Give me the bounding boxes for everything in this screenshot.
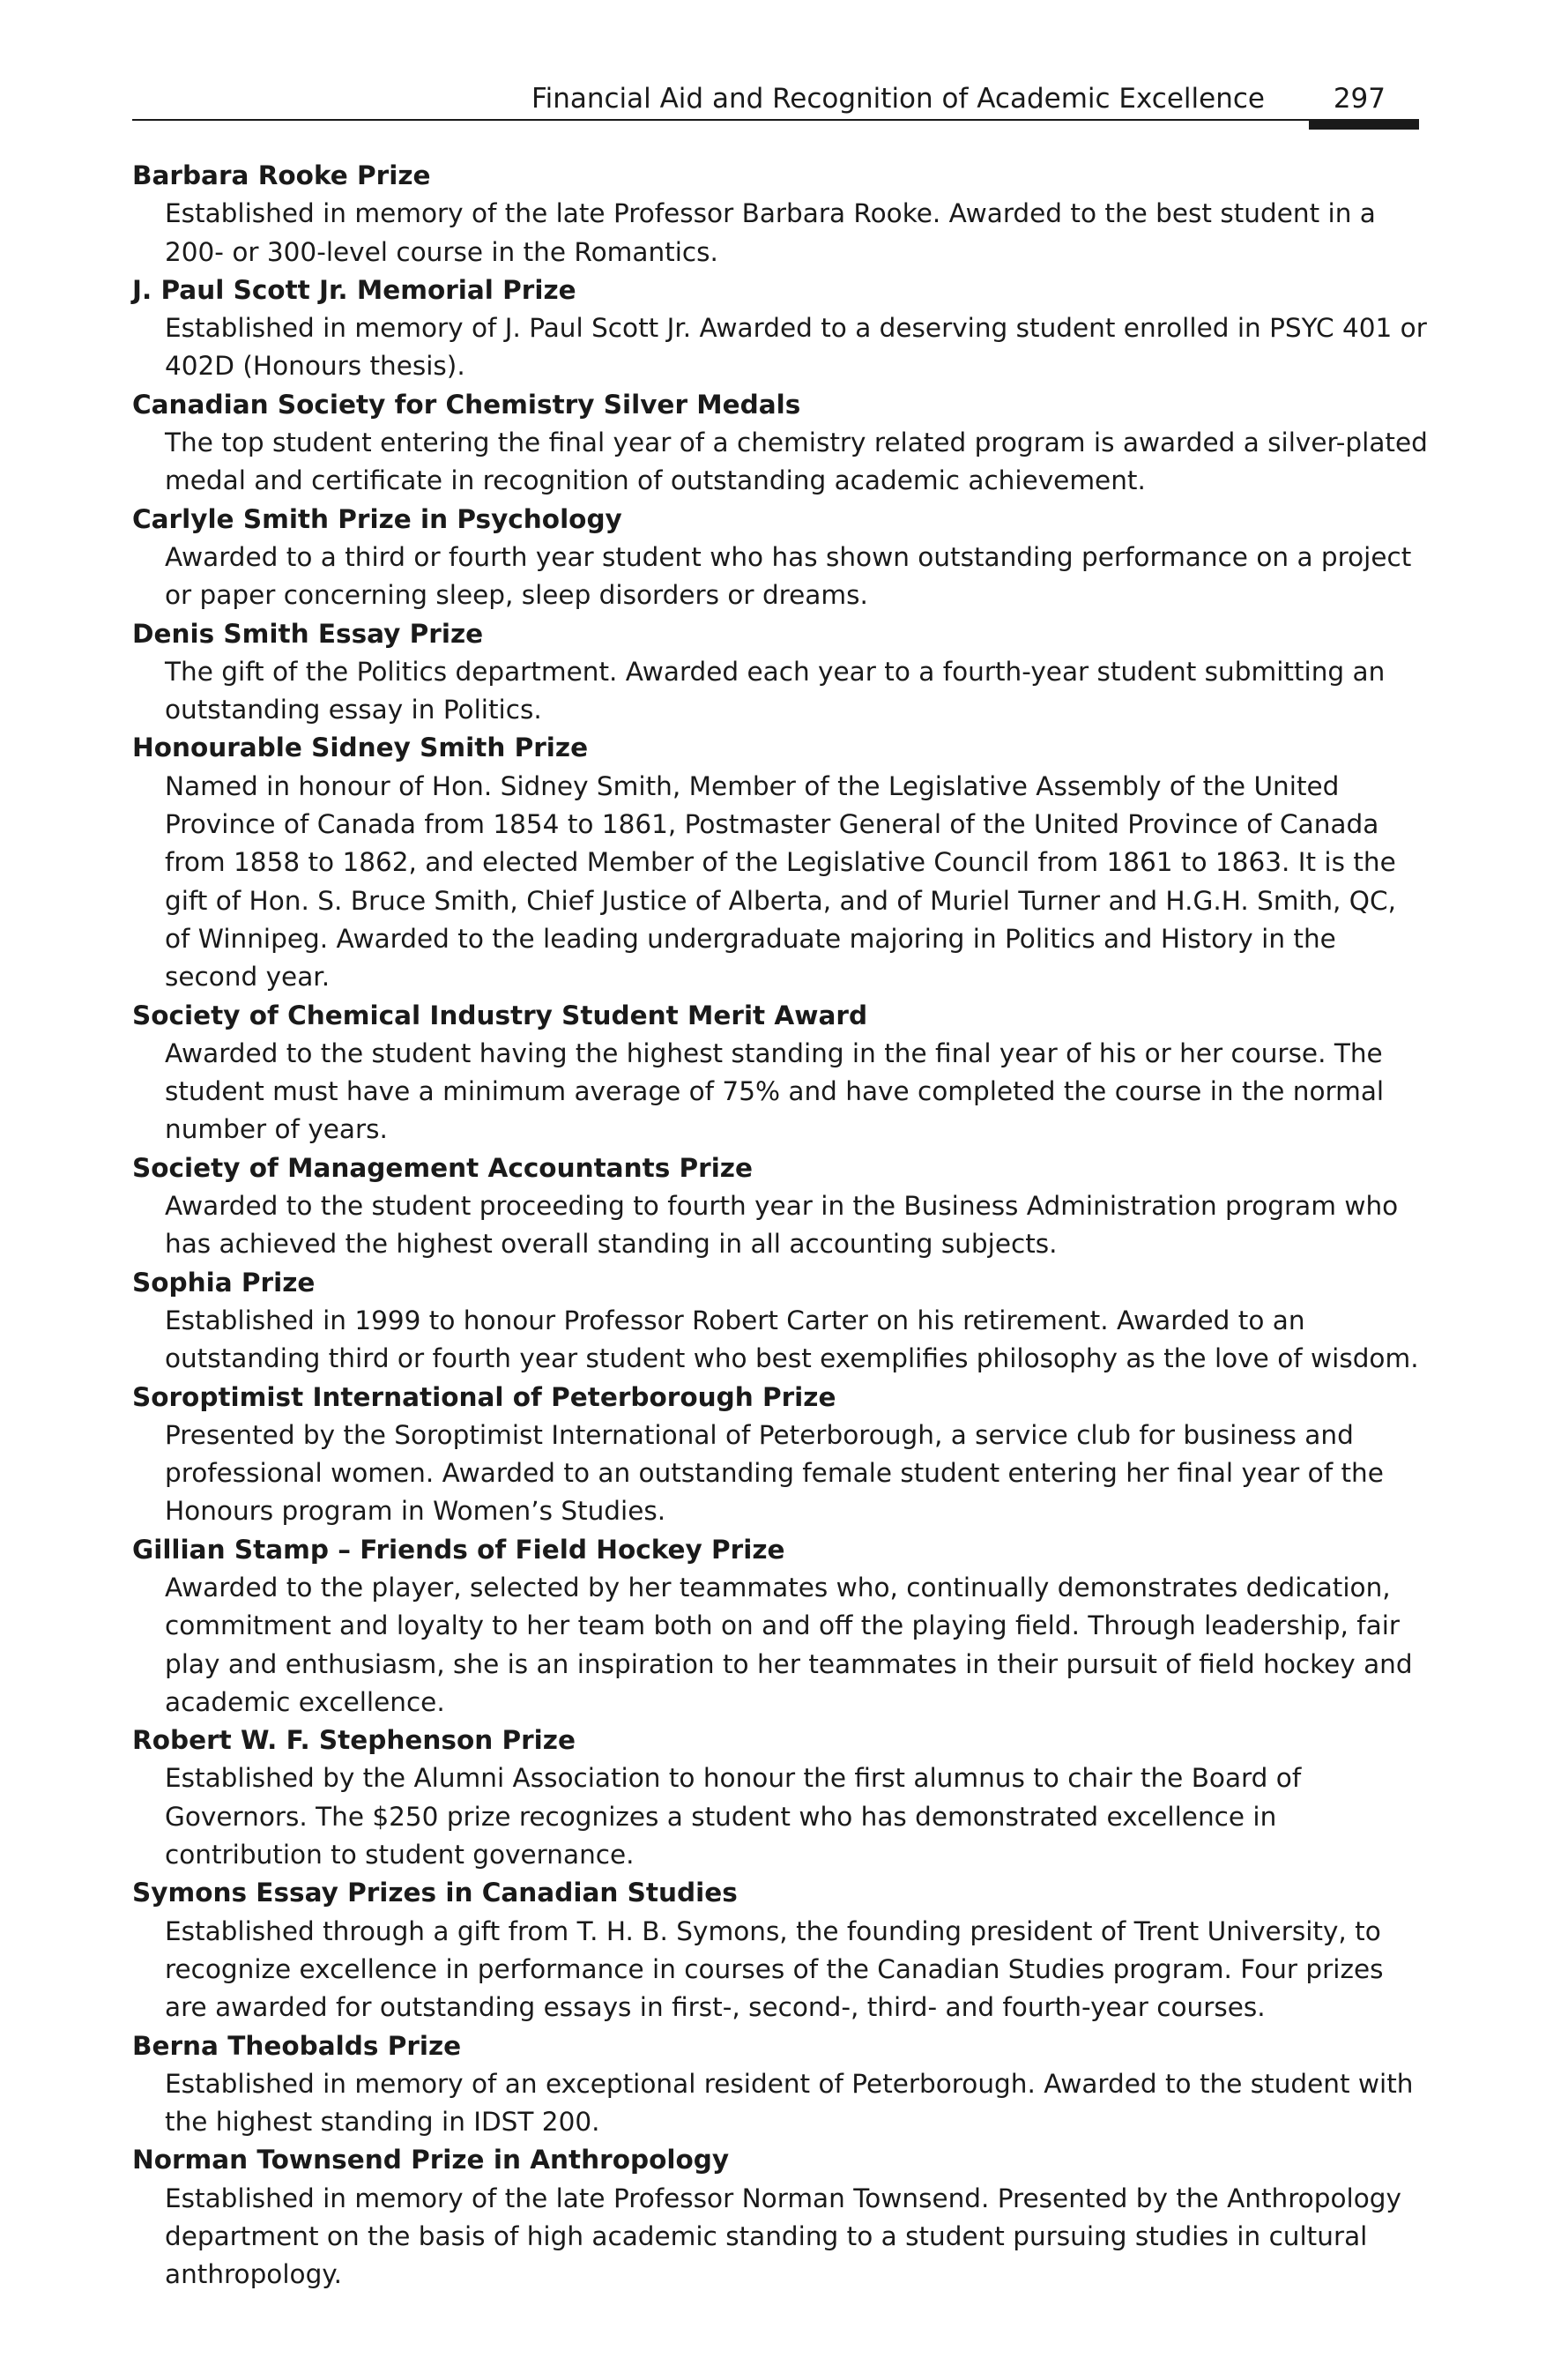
award-title: Symons Essay Prizes in Canadian Studies <box>132 1878 738 1908</box>
award-entry <box>132 1531 1428 1722</box>
award-entry <box>132 1874 1428 2027</box>
award-description: Established in memory of J. Paul Scott Jr. Awarded to a deserving student enrolled in PSYC 401 or 402D (Honours thesis). <box>165 313 1427 382</box>
award-entry <box>132 1264 1428 1379</box>
award-entry <box>132 2027 1428 2142</box>
award-title: Robert W. F. Stephenson Prize <box>132 1725 576 1756</box>
award-description: Established by the Alumni Association to honour the first alumnus to chair the Board of Governors. The $250 prize recognizes a student who has demonstrated excellence in contribution to student governance. <box>165 1763 1302 1871</box>
award-entry <box>132 1149 1428 1264</box>
award-title: Society of Management Accountants Prize <box>132 1152 753 1183</box>
award-title: Barbara Rooke Prize <box>132 160 431 190</box>
award-description: Awarded to the student proceeding to fourth year in the Business Administration program who has achieved the highest overall standing in all accounting subjects. <box>165 1191 1399 1260</box>
page-number: 297 <box>1333 83 1386 115</box>
award-entry <box>132 997 1428 1149</box>
header-rule <box>132 119 1419 121</box>
award-title: Norman Townsend Prize in Anthropology <box>132 2145 730 2175</box>
header-tab-bar <box>1309 119 1419 130</box>
award-description: The gift of the Politics department. Awarded each year to a fourth-year student submitting an outstanding essay in Politics. <box>165 656 1386 725</box>
award-entry <box>132 271 1428 386</box>
award-entry <box>132 729 1428 996</box>
award-entry <box>132 1722 1428 1874</box>
award-description: Awarded to the student having the highest standing in the final year of his or her course. The student must have a minimum average of 75% and have completed the course in the normal number of years. <box>165 1038 1385 1145</box>
award-entry <box>132 157 1428 271</box>
award-description: Established in 1999 to honour Professor Robert Carter on his retirement. Awarded to an outstanding third or fourth year student who best exemplifies philosophy as the love of wisdom. <box>165 1305 1419 1374</box>
awards-list <box>132 157 1428 2294</box>
running-head-title: Financial Aid and Recognition of Academic Excellence <box>531 83 1265 115</box>
award-description: Established in memory of the late Professor Barbara Rooke. Awarded to the best student in a 200- or 300-level course in the Romantics. <box>165 198 1376 267</box>
award-title: Berna Theobalds Prize <box>132 2030 462 2061</box>
award-description: Named in honour of Hon. Sidney Smith, Member of the Legislative Assembly of the United Province of Canada from 1854 to 1861, Postmaster General of the United Province of Canada from 1858 to 1862, and elected Member of the Legislative Council from 1861 to 1863. It is the gift of Hon. S. Bruce Smith, Chief Justice of Alberta, and of Muriel Turner and H.G.H. Smith, QC, of Winnipeg. Awarded to the leading undergraduate majoring in Politics and History in the second year. <box>165 770 1396 993</box>
award-entry <box>132 501 1428 615</box>
award-description: Established in memory of the late Professor Norman Townsend. Presented by the Anthropology department on the basis of high academic standing to a student pursuing studies in cultural anthropology. <box>165 2183 1401 2290</box>
award-entry <box>132 1379 1428 1531</box>
award-title: Gillian Stamp – Friends of Field Hockey Prize <box>132 1534 785 1565</box>
award-title: Carlyle Smith Prize in Psychology <box>132 503 622 534</box>
award-description: Established in memory of an exceptional resident of Peterborough. Awarded to the student with the highest standing in IDST 200. <box>165 2068 1414 2138</box>
page-header <box>132 78 1419 132</box>
award-entry <box>132 386 1428 501</box>
award-title: Canadian Society for Chemistry Silver Medals <box>132 389 801 420</box>
award-title: Denis Smith Essay Prize <box>132 618 484 649</box>
award-description: Established through a gift from T. H. B. Symons, the founding president of Trent University, to recognize excellence in performance in courses of the Canadian Studies program. Four prizes are awarded for outstanding essays in first-, second-, third- and fourth-year courses. <box>165 1915 1384 2023</box>
award-title: J. Paul Scott Jr. Memorial Prize <box>132 274 576 305</box>
award-entry <box>132 615 1428 730</box>
award-description: Presented by the Soroptimist International of Peterborough, a service club for business and professional women. Awarded to an outstanding female student entering her final year of the Honours program in Women’s Studies. <box>165 1419 1384 1527</box>
award-title: Honourable Sidney Smith Prize <box>132 733 589 763</box>
award-title: Soroptimist International of Peterborough Prize <box>132 1381 836 1412</box>
award-title: Society of Chemical Industry Student Merit Award <box>132 1000 868 1030</box>
award-description: Awarded to the player, selected by her teammates who, continually demonstrates dedication, commitment and loyalty to her team both on and off the playing field. Through leadership, fair play and enthusiasm, she is an inspiration to her teammates in their pursuit of field hockey and academic excellence. <box>165 1572 1413 1717</box>
award-entry <box>132 2141 1428 2294</box>
award-title: Sophia Prize <box>132 1267 316 1298</box>
award-description: The top student entering the final year of a chemistry related program is awarded a silver-plated medal and certificate in recognition of outstanding academic achievement. <box>165 428 1428 496</box>
award-description: Awarded to a third or fourth year student who has shown outstanding performance on a project or paper concerning sleep, sleep disorders or dreams. <box>165 541 1412 611</box>
